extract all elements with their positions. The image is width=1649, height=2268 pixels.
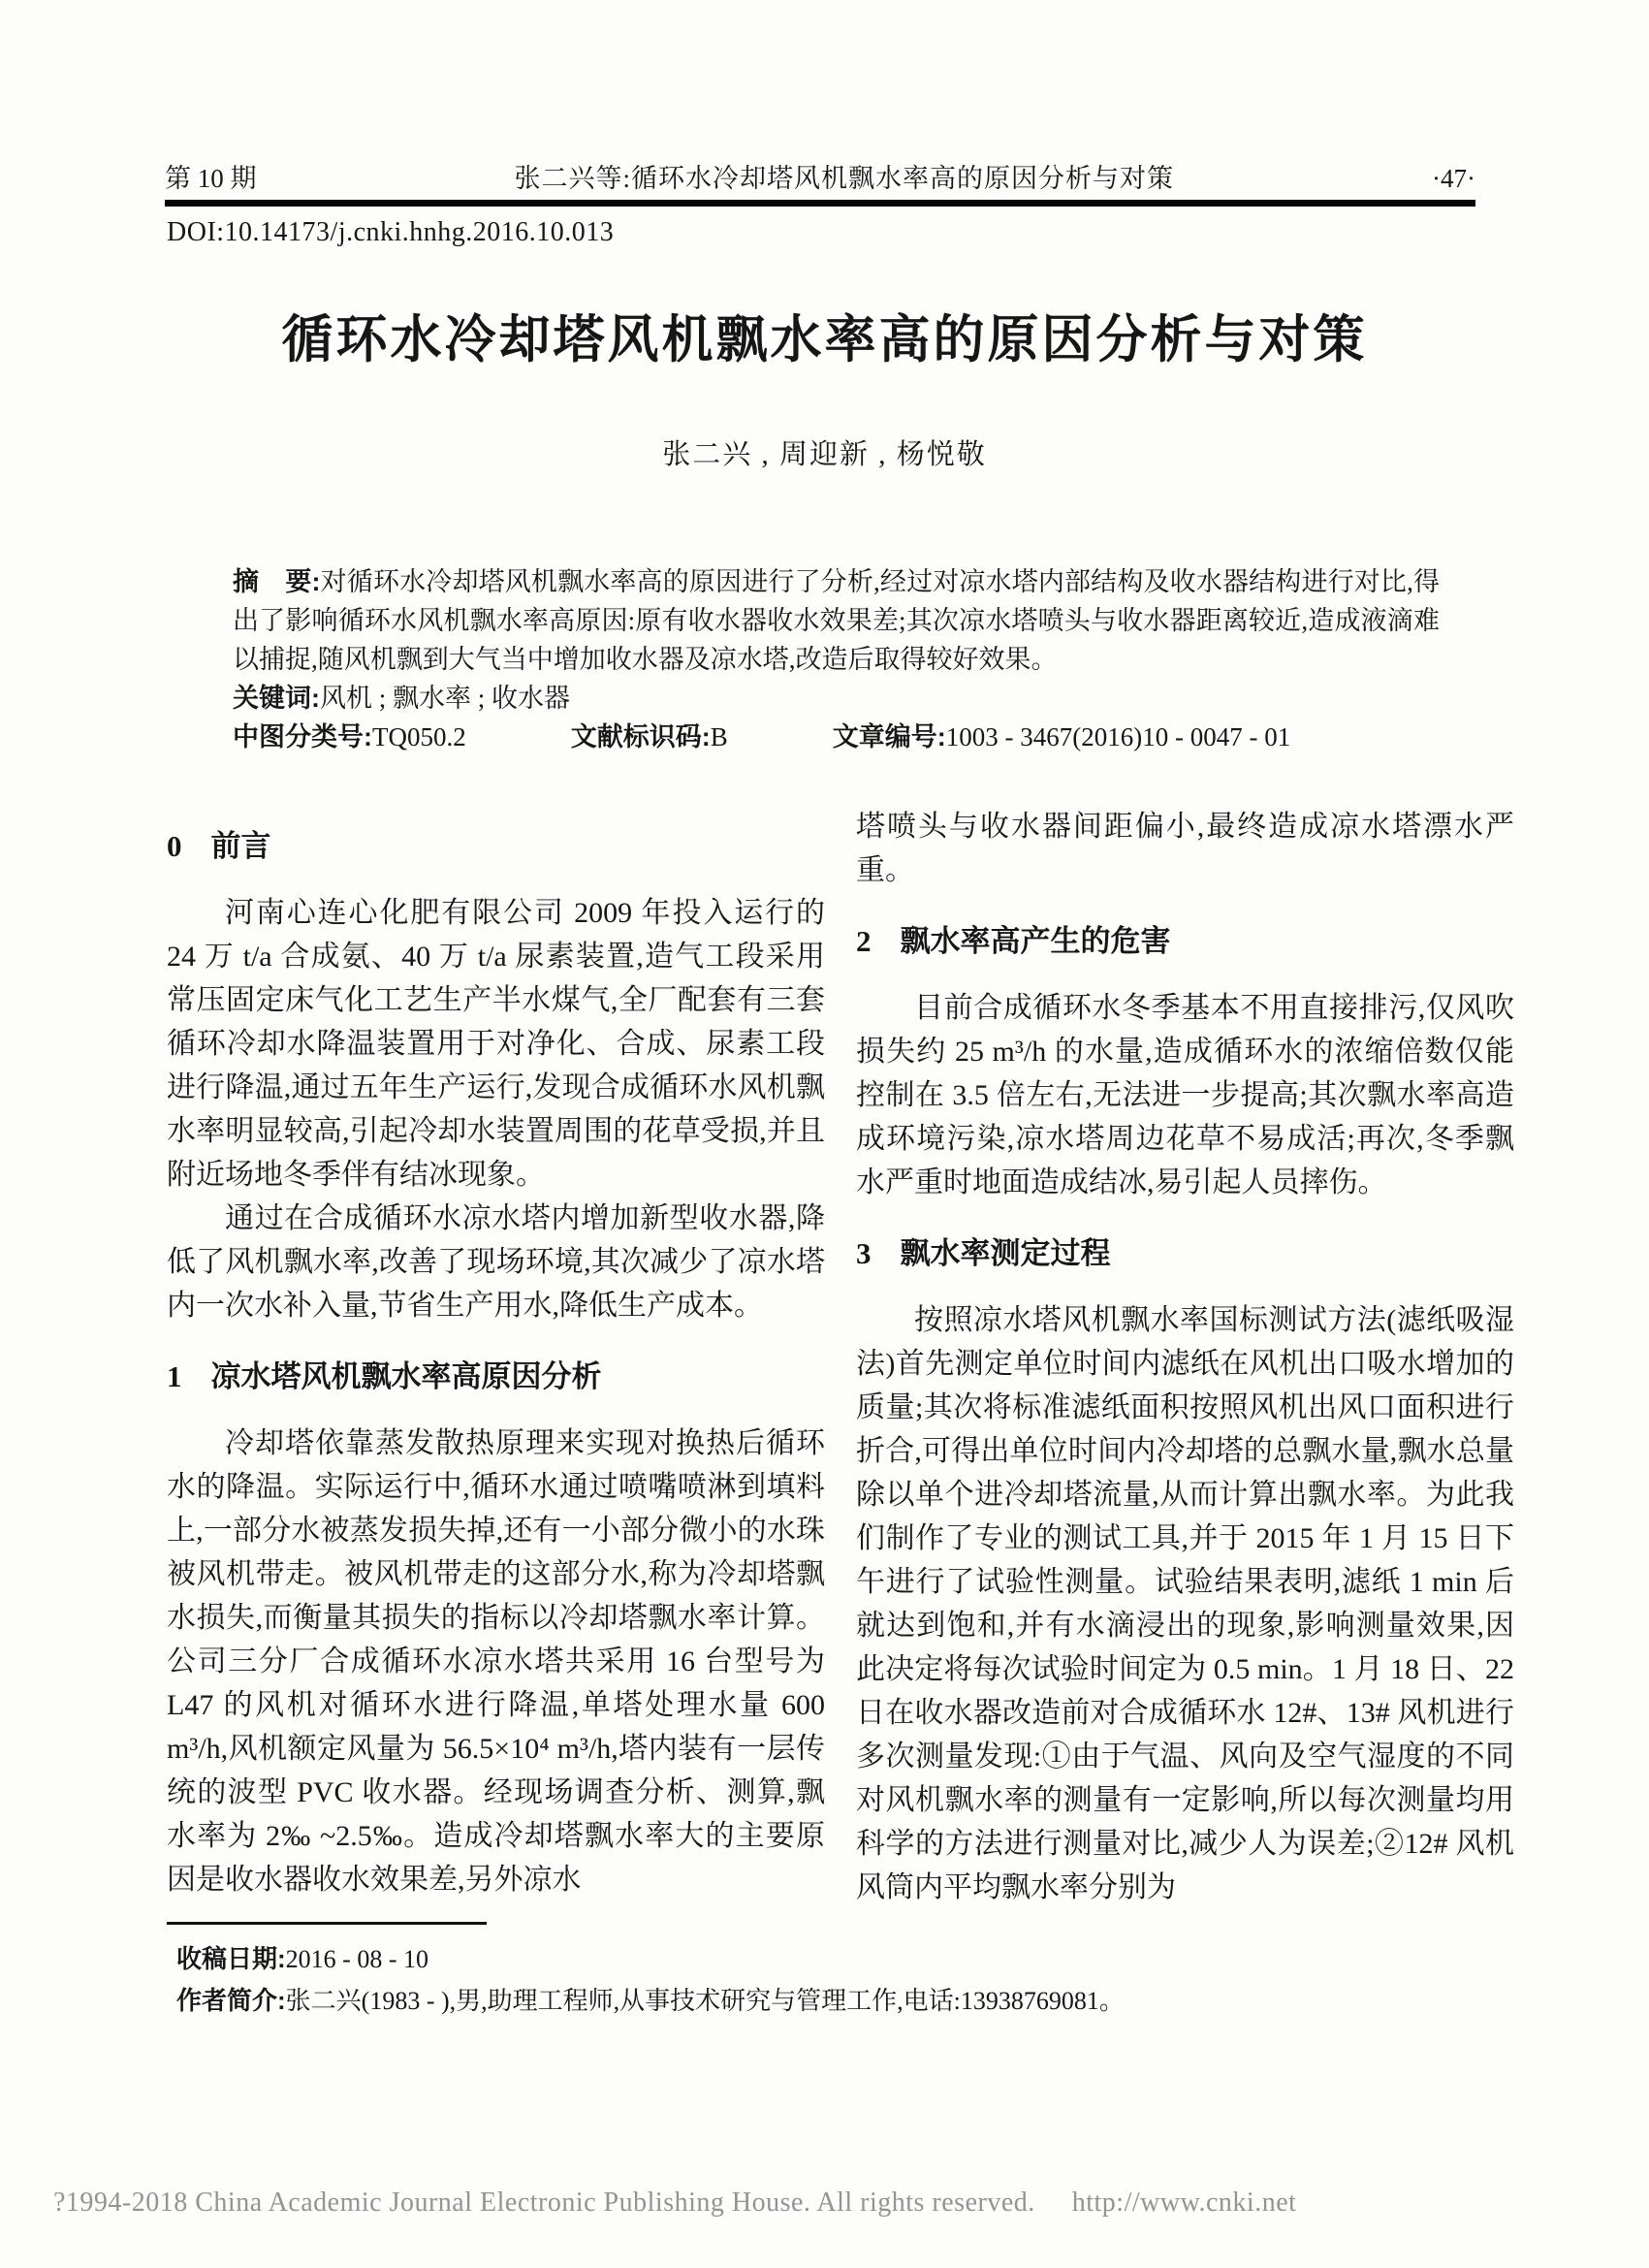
section-heading-1 (167, 1355, 825, 1398)
header-rule (165, 200, 1475, 207)
section-number: 2 (856, 924, 872, 958)
keywords-text: 风机 ; 飘水率 ; 收水器 (320, 684, 571, 713)
doc-code-value: B (710, 722, 728, 751)
classification-line (233, 718, 1440, 756)
abstract-text: 对循环水冷却塔风机飘水率高的原因进行了分析,经过对凉水塔内部结构及收水器结构进行对比,得出了影响循环水风机飘水率高原因:原有收水器收水效果差;其次凉水塔喷头与收水器距离较近,造成液滴难以捕捉,随风机飘到大气当中增加收水器及凉水塔,改造后取得较好效果。 (233, 567, 1441, 674)
paragraph: 通过在合成循环水凉水塔内增加新型收水器,降低了风机飘水率,改善了现场环境,其次减少了凉水塔内一次水补入量,节省生产用水,降低生产成本。 (167, 1202, 825, 1322)
keywords-label: 关键词: (233, 684, 320, 713)
paragraph: 塔喷头与收水器间距偏小,最终造成凉水塔漂水严重。 (856, 811, 1514, 886)
received-value: 2016 - 08 - 10 (285, 1945, 428, 1973)
doc-code-pair (571, 722, 728, 751)
author-bio-line (176, 1980, 1446, 2022)
copyright-url: http://www.cnki.net (1071, 2188, 1297, 2218)
section-title: 前言 (210, 829, 271, 863)
abstract-paragraph (233, 562, 1440, 679)
section-number: 0 (167, 829, 182, 863)
clc-value: TQ050.2 (372, 722, 466, 751)
doc-code-label: 文献标识码: (570, 722, 711, 751)
issue-number: 第 10 期 (165, 164, 257, 193)
section-title: 飘水率测定过程 (900, 1236, 1111, 1270)
keywords-line (233, 679, 1440, 718)
body-columns (167, 805, 1514, 1909)
doi-line: DOI:10.14173/j.cnki.hnhg.2016.10.013 (167, 217, 615, 247)
bio-text: 张二兴(1983 - ),男,助理工程师,从事技术研究与管理工作,电话:13938769081。 (285, 1987, 1125, 2015)
received-date-line (176, 1938, 1446, 1980)
copyright-line (53, 2188, 1604, 2219)
section-title: 飘水率高产生的危害 (900, 924, 1171, 958)
section-heading-2 (856, 919, 1514, 963)
article-id-label: 文章编号: (832, 722, 946, 751)
abstract-block (233, 562, 1440, 756)
paragraph: 按照凉水塔风机飘水率国标测试方法(滤纸吸湿法)首先测定单位时间内滤纸在风机出口吸水增加的质量;其次将标准滤纸面积按照风机出风口面积进行折合,可得出单位时间内冷却塔的总飘水量,飘水总量除以单个进冷却塔流量,从而计算出飘水率。为此我们制作了专业的测试工具,并于 2015 年 1 月 15 日下午进行了试验性测量。试验结果表明,滤纸 1 min 后就达到饱和,并有水滴浸出的现象,影响测量效果,因此决定将每次试验时间定为 0.5 min。1 月 18 日、22 日在收水器改造前对合成循环水 12#、13# 风机进行多次测量发现:①由于气温、风向及空气湿度的不同对风机飘水率的测量有一定影响,所以每次测量均用科学的方法进行测量对比,减少人为误差;②12# 风机风筒内平均飘水率分别为 (856, 1304, 1514, 1903)
article-id-value: 1003 - 3467(2016)10 - 0047 - 01 (945, 722, 1291, 751)
section-number: 3 (856, 1236, 872, 1270)
received-label: 收稿日期: (176, 1944, 286, 1973)
section-heading-0 (167, 824, 825, 868)
paragraph: 河南心连心化肥有限公司 2009 年投入运行的 24 万 t/a 合成氨、40 万 t/a 尿素装置,造气工段采用常压固定床气化工艺生产半水煤气,全厂配套有三套循环冷却水降温装置用于对净化、合成、尿素工段进行降温,通过五年生产运行,发现合成循环水风机飘水率明显较高,引起冷却水装置周围的花草受损,并且附近场地冬季伴有结冰现象。 (167, 897, 825, 1191)
footnote-rule (167, 1922, 487, 1925)
clc-pair (233, 722, 466, 751)
paragraph: 目前合成循环水冬季基本不用直接排污,仅风吹损失约 25 m³/h 的水量,造成循环水的浓缩倍数仅能控制在 3.5 倍左右,无法进一步提高;其次飘水率高造成环境污染,凉水塔周边花草不易成活;再次,冬季飘水严重时地面造成结冰,易引起人员摔伤。 (856, 992, 1514, 1198)
article-title: 循环水冷却塔风机飘水率高的原因分析与对策 (281, 311, 1368, 368)
right-column (856, 805, 1514, 1909)
footnote-block (176, 1922, 1446, 2022)
running-head (165, 157, 1475, 195)
abstract-label: 摘 要: (233, 567, 321, 596)
section-number: 1 (167, 1359, 182, 1393)
paragraph: 冷却塔依靠蒸发散热原理来实现对换热后循环水的降温。实际运行中,循环水通过喷嘴喷淋到填料上,一部分水被蒸发损失掉,还有一小部分微小的水珠被风机带走。被风机带走的这部分水,称为冷却塔飘水损失,而衡量其损失的指标以冷却塔飘水率计算。公司三分厂合成循环水凉水塔共采用 16 台型号为 L47 的风机对循环水进行降温,单塔处理水量 600 m³/h,风机额定风量为 56.5×10⁴ m³/h,塔内装有一层传统的波型 PVC 收水器。经现场调查分析、测算,飘水率为 2‰ ~2.5‰。造成冷却塔飘水率大的主要原因是收水器收水效果差,另外凉水 (167, 1427, 825, 1896)
running-title: 张二兴等:循环水冷却塔风机飘水率高的原因分析与对策 (514, 164, 1175, 193)
section-heading-3 (856, 1231, 1514, 1275)
clc-label: 中图分类号: (233, 722, 372, 751)
section-title: 凉水塔风机飘水率高原因分析 (210, 1359, 602, 1393)
left-column (167, 805, 825, 1909)
authors-line: 张二兴 , 周迎新 , 杨悦敬 (662, 439, 987, 470)
bio-label: 作者简介: (176, 1986, 286, 2015)
page-number: ·47· (1432, 164, 1475, 193)
article-id-pair (833, 722, 1290, 751)
copyright-text: ?1994-2018 China Academic Journal Electronic Publishing House. All rights reserved. (53, 2188, 1035, 2218)
